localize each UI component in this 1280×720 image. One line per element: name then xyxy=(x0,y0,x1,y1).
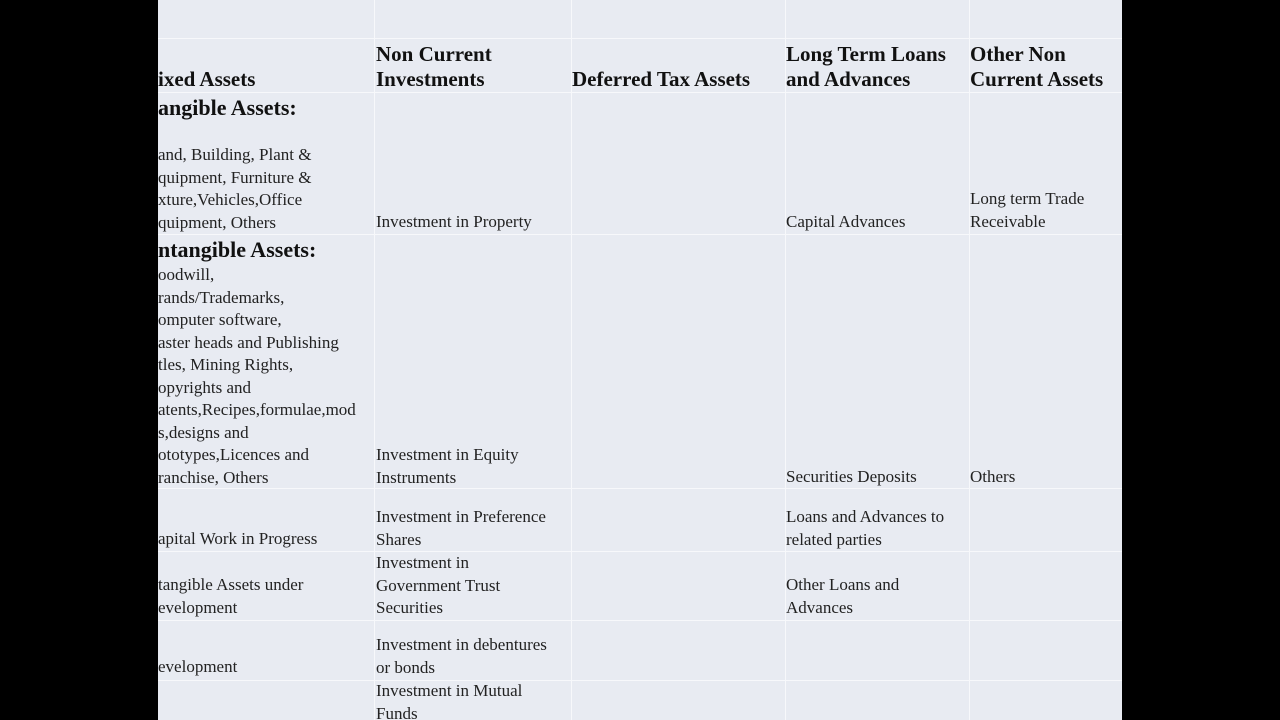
investment-in-property: Investment in Property xyxy=(376,212,532,231)
header-long-term-loans: Long Term Loans and Advances xyxy=(786,42,946,91)
intangible-assets-title: ntangible Assets: xyxy=(158,237,317,262)
column-divider xyxy=(374,0,375,720)
slide xyxy=(158,0,1122,720)
intangible-assets-list: oodwill, rands/Trademarks, omputer software, aster heads and Publishing tles, Mining Rights, opyrights and atents,Recipes,formulae,mod s,designs and ototypes,Licences and ranchise, Others xyxy=(158,265,356,487)
other-loans-and-advances: Other Loans and Advances xyxy=(786,575,900,617)
development-row: evelopment xyxy=(158,657,238,676)
tangible-assets-list: and, Building, Plant & quipment, Furniture & xture,Vehicles,Office quipment, Others xyxy=(158,145,312,232)
header-deferred-tax-assets: Deferred Tax Assets xyxy=(572,67,751,91)
row-divider xyxy=(158,620,1122,621)
investment-in-mutual-funds: Investment in Mutual Funds xyxy=(376,681,523,720)
header-fixed-assets: ixed Assets xyxy=(158,67,256,91)
long-term-trade-receivable: Long term Trade Receivable xyxy=(970,189,1085,231)
column-divider xyxy=(571,0,572,720)
securities-deposits: Securities Deposits xyxy=(786,467,917,486)
row-divider xyxy=(158,234,1122,235)
other-non-current-others: Others xyxy=(970,467,1016,486)
column-divider xyxy=(969,0,970,720)
investment-in-debentures-or-bonds: Investment in debentures or bonds xyxy=(376,635,547,677)
investment-in-preference-shares: Investment in Preference Shares xyxy=(376,507,546,549)
investment-in-government-trust-securities: Investment in Government Trust Securities xyxy=(376,553,501,617)
row-divider xyxy=(158,38,1122,39)
intangible-assets-under-development: tangible Assets under evelopment xyxy=(158,575,304,617)
header-non-current-investments: Non Current Investments xyxy=(376,42,492,91)
row-divider xyxy=(158,92,1122,93)
investment-in-equity-instruments: Investment in Equity Instruments xyxy=(376,445,519,487)
capital-advances: Capital Advances xyxy=(786,212,906,231)
header-other-non-current-assets: Other Non Current Assets xyxy=(970,42,1104,91)
capital-work-in-progress: apital Work in Progress xyxy=(158,529,318,548)
tangible-assets-title: angible Assets: xyxy=(158,95,297,120)
row-divider xyxy=(158,680,1122,681)
loans-to-related-parties: Loans and Advances to related parties xyxy=(786,507,945,549)
row-divider xyxy=(158,551,1122,552)
